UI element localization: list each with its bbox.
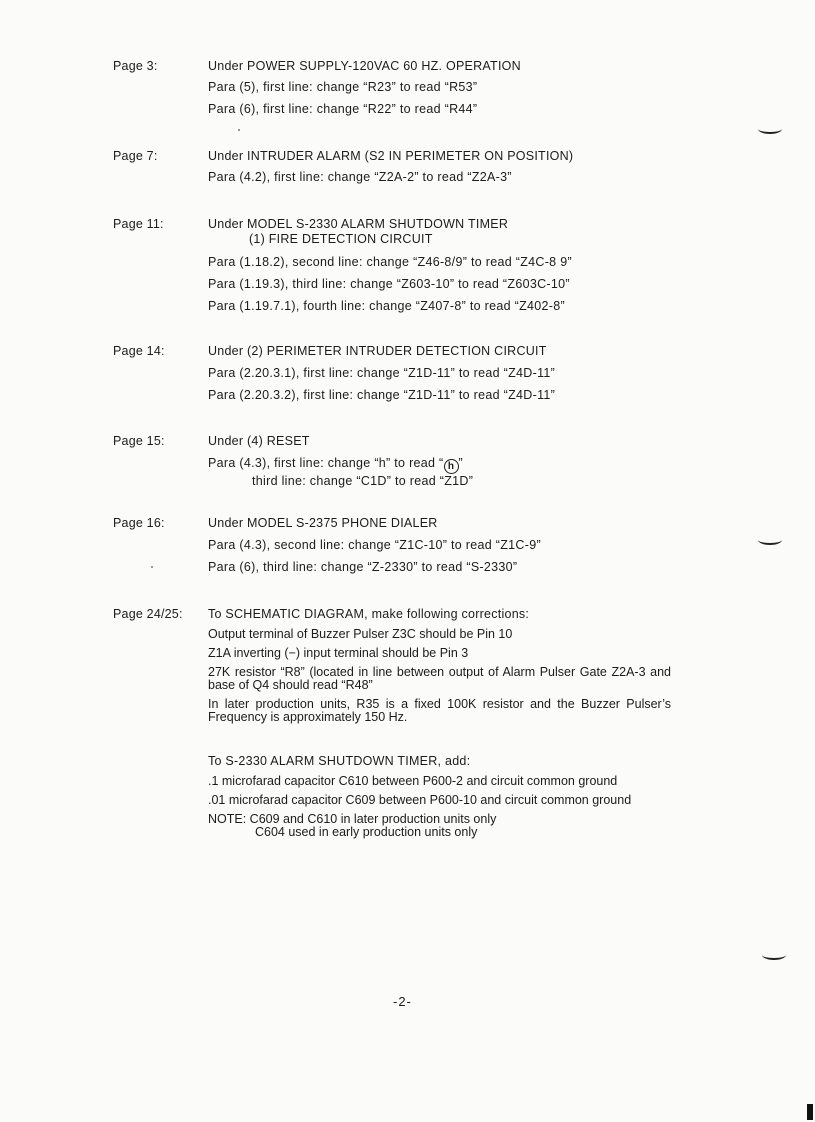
page-reference: Page 16: (113, 516, 165, 530)
section-heading: To SCHEMATIC DIAGRAM, make following corrections: (208, 607, 530, 621)
production-note-continuation: C604 used in early production units only (255, 825, 478, 839)
closing-quote: ” (458, 456, 463, 470)
binder-hole-mark (758, 124, 782, 134)
correction-line: Para (1.19.3), third line: change “Z603-10” to read “Z603C-10” (208, 277, 570, 291)
page-reference: Page 14: (113, 344, 165, 358)
correction-line: Para (1.18.2), second line: change “Z46-8/9” to read “Z4C-8 9” (208, 255, 572, 269)
section-heading: Under (2) PERIMETER INTRUDER DETECTION CIRCUIT (208, 344, 547, 358)
page-reference: Page 11: (113, 217, 164, 231)
page-reference: Page 24/25: (113, 607, 183, 621)
correction-line: Para (6), third line: change “Z-2330” to read “S-2330” (208, 560, 518, 574)
schematic-note: Z1A inverting (−) input terminal should be Pin 3 (208, 646, 469, 660)
scan-edge-mark (807, 1104, 813, 1120)
correction-line: Para (6), first line: change “R22” to read “R44” (208, 102, 478, 116)
section-heading: Under MODEL S-2330 ALARM SHUTDOWN TIMER (208, 217, 509, 231)
timer-addition-note: .01 microfarad capacitor C609 between P600-10 and circuit common ground (208, 793, 632, 807)
schematic-note: Output terminal of Buzzer Pulser Z3C should be Pin 10 (208, 627, 513, 641)
correction-line: Para (2.20.3.1), first line: change “Z1D-11” to read “Z4D-11” (208, 366, 556, 380)
schematic-note: In later production units, R35 is a fixed 100K resistor and the Buzzer Pulser’s Frequency is approximately 150 Hz. (208, 697, 671, 724)
binder-hole-mark (758, 535, 782, 545)
page-reference: Page 3: (113, 59, 158, 73)
section-subheading: (1) FIRE DETECTION CIRCUIT (249, 232, 433, 246)
correction-text: Para (4.3), first line: change “h” to read “ (208, 456, 444, 470)
section-heading: Under (4) RESET (208, 434, 310, 448)
timer-addition-note: .1 microfarad capacitor C610 between P600-2 and circuit common ground (208, 774, 618, 788)
correction-line: Para (4.3), second line: change “Z1C-10” to read “Z1C-9” (208, 538, 541, 552)
circled-h-symbol: h (444, 459, 459, 474)
page-reference: Page 7: (113, 149, 158, 163)
schematic-note: 27K resistor “R8” (located in line between output of Alarm Pulser Gate Z2A-3 and base of Q4 should read “R48” (208, 665, 671, 692)
correction-line: Para (4.2), first line: change “Z2A-2” to read “Z2A-3” (208, 170, 512, 184)
timer-additions-heading: To S-2330 ALARM SHUTDOWN TIMER, add: (208, 754, 471, 768)
section-heading: Under POWER SUPPLY-120VAC 60 HZ. OPERATION (208, 59, 521, 73)
correction-line (208, 456, 678, 474)
scan-speck (151, 566, 153, 568)
correction-line: Para (1.19.7.1), fourth line: change “Z407-8” to read “Z402-8” (208, 299, 565, 313)
production-note: NOTE: C609 and C610 in later production units only (208, 812, 497, 826)
page-reference: Page 15: (113, 434, 165, 448)
correction-line: Para (5), first line: change “R23” to read “R53” (208, 80, 478, 94)
section-heading: Under MODEL S-2375 PHONE DIALER (208, 516, 438, 530)
page-number: -2- (393, 994, 412, 1009)
scan-speck (238, 129, 240, 131)
correction-continuation: third line: change “C1D” to read “Z1D” (252, 474, 474, 488)
section-heading: Under INTRUDER ALARM (S2 IN PERIMETER ON POSITION) (208, 149, 574, 163)
binder-hole-mark (762, 950, 786, 960)
correction-line: Para (2.20.3.2), first line: change “Z1D-11” to read “Z4D-11” (208, 388, 556, 402)
